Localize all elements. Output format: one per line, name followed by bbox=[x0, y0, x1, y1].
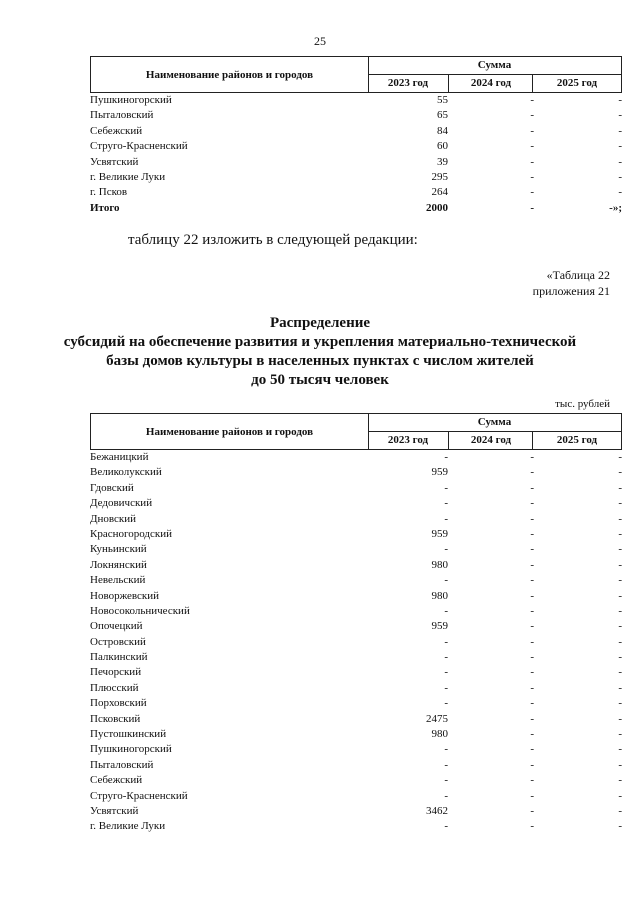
table-row bbox=[90, 170, 622, 185]
cell-2025: - bbox=[618, 155, 622, 168]
cell-2025: - bbox=[618, 789, 622, 802]
cell-2023: 2475 bbox=[426, 712, 448, 725]
cell-2023: - bbox=[444, 758, 448, 771]
cell-2023: - bbox=[444, 789, 448, 802]
table-row bbox=[90, 681, 622, 696]
cell-2025: - bbox=[618, 743, 622, 756]
table-row bbox=[90, 450, 622, 465]
table-row bbox=[90, 696, 622, 711]
cell-2024: - bbox=[530, 512, 534, 525]
cell-2024: - bbox=[530, 155, 534, 168]
column-header-2023: 2023 год bbox=[387, 434, 429, 446]
cell-2024: - bbox=[530, 497, 534, 510]
table-row bbox=[90, 155, 622, 170]
cell-2025: - bbox=[618, 451, 622, 463]
table-row bbox=[90, 93, 622, 108]
cell-2024: - bbox=[530, 774, 534, 787]
cell-2023: 65 bbox=[437, 109, 448, 122]
cell-2025: - bbox=[618, 481, 622, 494]
row-name: Усвятский bbox=[90, 155, 139, 168]
column-header-2025: 2025 год bbox=[532, 432, 621, 449]
title-line-3: базы домов культуры в населенных пунктах с числом жителей bbox=[106, 353, 534, 369]
cell-2025: - bbox=[618, 574, 622, 587]
row-name: Пыталовский bbox=[90, 109, 154, 122]
cell-2025: - bbox=[618, 497, 622, 510]
row-name: Себежский bbox=[90, 774, 143, 787]
cell-2024: - bbox=[530, 589, 534, 602]
unit-label: тыс. рублей bbox=[555, 398, 610, 410]
cell-2024: - bbox=[530, 820, 534, 833]
cell-2025: - bbox=[618, 512, 622, 525]
cell-2025: - bbox=[618, 728, 622, 741]
cell-2023: - bbox=[444, 697, 448, 710]
cell-2025: - bbox=[618, 124, 622, 137]
cell-2024: - bbox=[530, 170, 534, 183]
cell-2024: - bbox=[530, 604, 534, 617]
row-name: Гдовский bbox=[90, 481, 134, 494]
row-name: Псковский bbox=[90, 712, 141, 725]
cell-2024: - bbox=[530, 728, 534, 741]
column-header-2025: 2025 год bbox=[532, 75, 621, 92]
cell-2023: 60 bbox=[437, 140, 448, 153]
table-row bbox=[90, 465, 622, 480]
total-label: Итого bbox=[90, 201, 120, 214]
cell-2023: - bbox=[444, 497, 448, 510]
table-row bbox=[90, 527, 622, 542]
row-name: Струго-Красненский bbox=[90, 140, 188, 153]
cell-2024: - bbox=[530, 651, 534, 664]
total-2025: -»; bbox=[609, 201, 622, 214]
cell-2025: - bbox=[618, 758, 622, 771]
table-row bbox=[90, 804, 622, 819]
cell-2023: - bbox=[444, 512, 448, 525]
cell-2024: - bbox=[530, 666, 534, 679]
cell-2024: - bbox=[530, 758, 534, 771]
table-2 bbox=[90, 413, 622, 835]
table-row bbox=[90, 773, 622, 788]
cell-2025: - bbox=[618, 170, 622, 183]
table-reference-line-1: «Таблица 22 bbox=[546, 268, 610, 282]
total-row bbox=[90, 201, 622, 216]
table-row bbox=[90, 481, 622, 496]
row-name: Новоржевский bbox=[90, 589, 160, 602]
cell-2024: - bbox=[530, 712, 534, 725]
cell-2025: - bbox=[618, 109, 622, 122]
cell-2024: - bbox=[530, 466, 534, 479]
cell-2023: - bbox=[444, 774, 448, 787]
row-name: Великолукский bbox=[90, 466, 162, 479]
row-name: Опочецкий bbox=[90, 620, 143, 633]
row-name: Порховский bbox=[90, 697, 147, 710]
cell-2025: - bbox=[618, 94, 622, 106]
table-row bbox=[90, 742, 622, 757]
cell-2024: - bbox=[530, 94, 534, 106]
row-name: г. Псков bbox=[90, 186, 128, 199]
table-row bbox=[90, 558, 622, 573]
cell-2023: - bbox=[444, 451, 448, 463]
table-2-body bbox=[90, 450, 622, 835]
table-reference-line-2: приложения 21 bbox=[532, 284, 610, 298]
table-row bbox=[90, 108, 622, 123]
cell-2024: - bbox=[530, 543, 534, 556]
row-name: Пушкиногорский bbox=[90, 743, 172, 756]
amendment-paragraph: таблицу 22 изложить в следующей редакции: bbox=[128, 232, 418, 248]
table-row bbox=[90, 589, 622, 604]
cell-2025: - bbox=[618, 186, 622, 199]
cell-2024: - bbox=[530, 451, 534, 463]
cell-2024: - bbox=[530, 681, 534, 694]
table-row bbox=[90, 819, 622, 834]
table-row bbox=[90, 619, 622, 634]
table-row bbox=[90, 758, 622, 773]
column-header-2023: 2023 год bbox=[387, 77, 429, 89]
table-row bbox=[90, 496, 622, 511]
cell-2025: - bbox=[618, 820, 622, 833]
cell-2025: - bbox=[618, 651, 622, 664]
table-row bbox=[90, 789, 622, 804]
row-name: Красногородский bbox=[90, 527, 173, 540]
title-line-4: до 50 тысяч человек bbox=[251, 372, 389, 388]
cell-2024: - bbox=[530, 635, 534, 648]
cell-2024: - bbox=[530, 186, 534, 199]
column-header-sum: Сумма bbox=[368, 414, 621, 432]
cell-2023: - bbox=[444, 681, 448, 694]
table-reference bbox=[533, 267, 610, 299]
column-header-name: Наименование районов и городов bbox=[91, 414, 369, 449]
cell-2023: 39 bbox=[437, 155, 448, 168]
cell-2025: - bbox=[618, 666, 622, 679]
column-header-2024: 2024 год bbox=[448, 75, 533, 92]
cell-2025: - bbox=[618, 804, 622, 817]
cell-2023: 3462 bbox=[426, 804, 448, 817]
title-line-1: Распределение bbox=[269, 315, 371, 331]
cell-2023: 980 bbox=[431, 589, 448, 602]
cell-2023: - bbox=[444, 481, 448, 494]
cell-2025: - bbox=[618, 527, 622, 540]
page-number: 25 bbox=[314, 34, 326, 48]
row-name: Бежаницкий bbox=[90, 451, 149, 463]
cell-2024: - bbox=[530, 574, 534, 587]
cell-2025: - bbox=[618, 774, 622, 787]
cell-2025: - bbox=[618, 604, 622, 617]
row-name: Дедовичский bbox=[90, 497, 153, 510]
cell-2025: - bbox=[618, 466, 622, 479]
row-name: Усвятский bbox=[90, 804, 139, 817]
cell-2023: 959 bbox=[431, 620, 448, 633]
cell-2023: 55 bbox=[437, 94, 448, 106]
table-row bbox=[90, 185, 622, 200]
row-name: Палкинский bbox=[90, 651, 148, 664]
table-row bbox=[90, 512, 622, 527]
cell-2023: 980 bbox=[431, 558, 448, 571]
cell-2024: - bbox=[530, 697, 534, 710]
table-row bbox=[90, 650, 622, 665]
cell-2023: - bbox=[444, 666, 448, 679]
table-row bbox=[90, 604, 622, 619]
cell-2025: - bbox=[618, 589, 622, 602]
table-1-body bbox=[90, 93, 622, 201]
cell-2025: - bbox=[618, 681, 622, 694]
cell-2023: 295 bbox=[431, 170, 448, 183]
column-header-sum: Сумма bbox=[368, 57, 621, 75]
cell-2024: - bbox=[530, 140, 534, 153]
cell-2025: - bbox=[618, 543, 622, 556]
cell-2025: - bbox=[618, 712, 622, 725]
row-name: Пустошкинский bbox=[90, 728, 167, 741]
cell-2024: - bbox=[530, 558, 534, 571]
row-name: Пыталовский bbox=[90, 758, 154, 771]
table-row bbox=[90, 727, 622, 742]
table-row bbox=[90, 139, 622, 154]
row-name: г. Великие Луки bbox=[90, 170, 166, 183]
table-2-header bbox=[90, 413, 622, 450]
row-name: Себежский bbox=[90, 124, 143, 137]
table-row bbox=[90, 124, 622, 139]
cell-2023: - bbox=[444, 743, 448, 756]
cell-2023: 980 bbox=[431, 728, 448, 741]
cell-2024: - bbox=[530, 527, 534, 540]
cell-2023: - bbox=[444, 820, 448, 833]
row-name: г. Великие Луки bbox=[90, 820, 166, 833]
title-line-2: субсидий на обеспечение развития и укрепления материально-технической bbox=[63, 334, 577, 350]
table-row bbox=[90, 665, 622, 680]
cell-2025: - bbox=[618, 635, 622, 648]
cell-2023: - bbox=[444, 543, 448, 556]
cell-2025: - bbox=[618, 558, 622, 571]
cell-2024: - bbox=[530, 109, 534, 122]
row-name: Куньинский bbox=[90, 543, 147, 556]
cell-2024: - bbox=[530, 124, 534, 137]
cell-2024: - bbox=[530, 804, 534, 817]
cell-2023: - bbox=[444, 574, 448, 587]
total-2024: - bbox=[530, 201, 534, 214]
column-header-name: Наименование районов и городов bbox=[91, 57, 369, 92]
cell-2025: - bbox=[618, 140, 622, 153]
cell-2025: - bbox=[618, 620, 622, 633]
cell-2024: - bbox=[530, 620, 534, 633]
total-2023: 2000 bbox=[426, 201, 448, 214]
row-name: Пушкиногорский bbox=[90, 94, 172, 106]
table-title bbox=[0, 314, 640, 390]
table-row bbox=[90, 542, 622, 557]
cell-2023: 264 bbox=[431, 186, 448, 199]
table-1 bbox=[90, 56, 622, 216]
cell-2023: 84 bbox=[437, 124, 448, 137]
table-row bbox=[90, 712, 622, 727]
table-row bbox=[90, 635, 622, 650]
row-name: Островский bbox=[90, 635, 146, 648]
row-name: Печорский bbox=[90, 666, 142, 679]
cell-2023: 959 bbox=[431, 527, 448, 540]
cell-2024: - bbox=[530, 789, 534, 802]
row-name: Струго-Красненский bbox=[90, 789, 188, 802]
row-name: Дновский bbox=[90, 512, 137, 525]
cell-2024: - bbox=[530, 481, 534, 494]
cell-2024: - bbox=[530, 743, 534, 756]
row-name: Локнянский bbox=[90, 558, 147, 571]
table-row bbox=[90, 573, 622, 588]
row-name: Новосокольнический bbox=[90, 604, 190, 617]
row-name: Невельский bbox=[90, 574, 146, 587]
column-header-2024: 2024 год bbox=[448, 432, 533, 449]
cell-2023: - bbox=[444, 635, 448, 648]
row-name: Плюсский bbox=[90, 681, 139, 694]
cell-2023: - bbox=[444, 651, 448, 664]
cell-2023: 959 bbox=[431, 466, 448, 479]
cell-2023: - bbox=[444, 604, 448, 617]
cell-2025: - bbox=[618, 697, 622, 710]
table-1-header bbox=[90, 56, 622, 93]
